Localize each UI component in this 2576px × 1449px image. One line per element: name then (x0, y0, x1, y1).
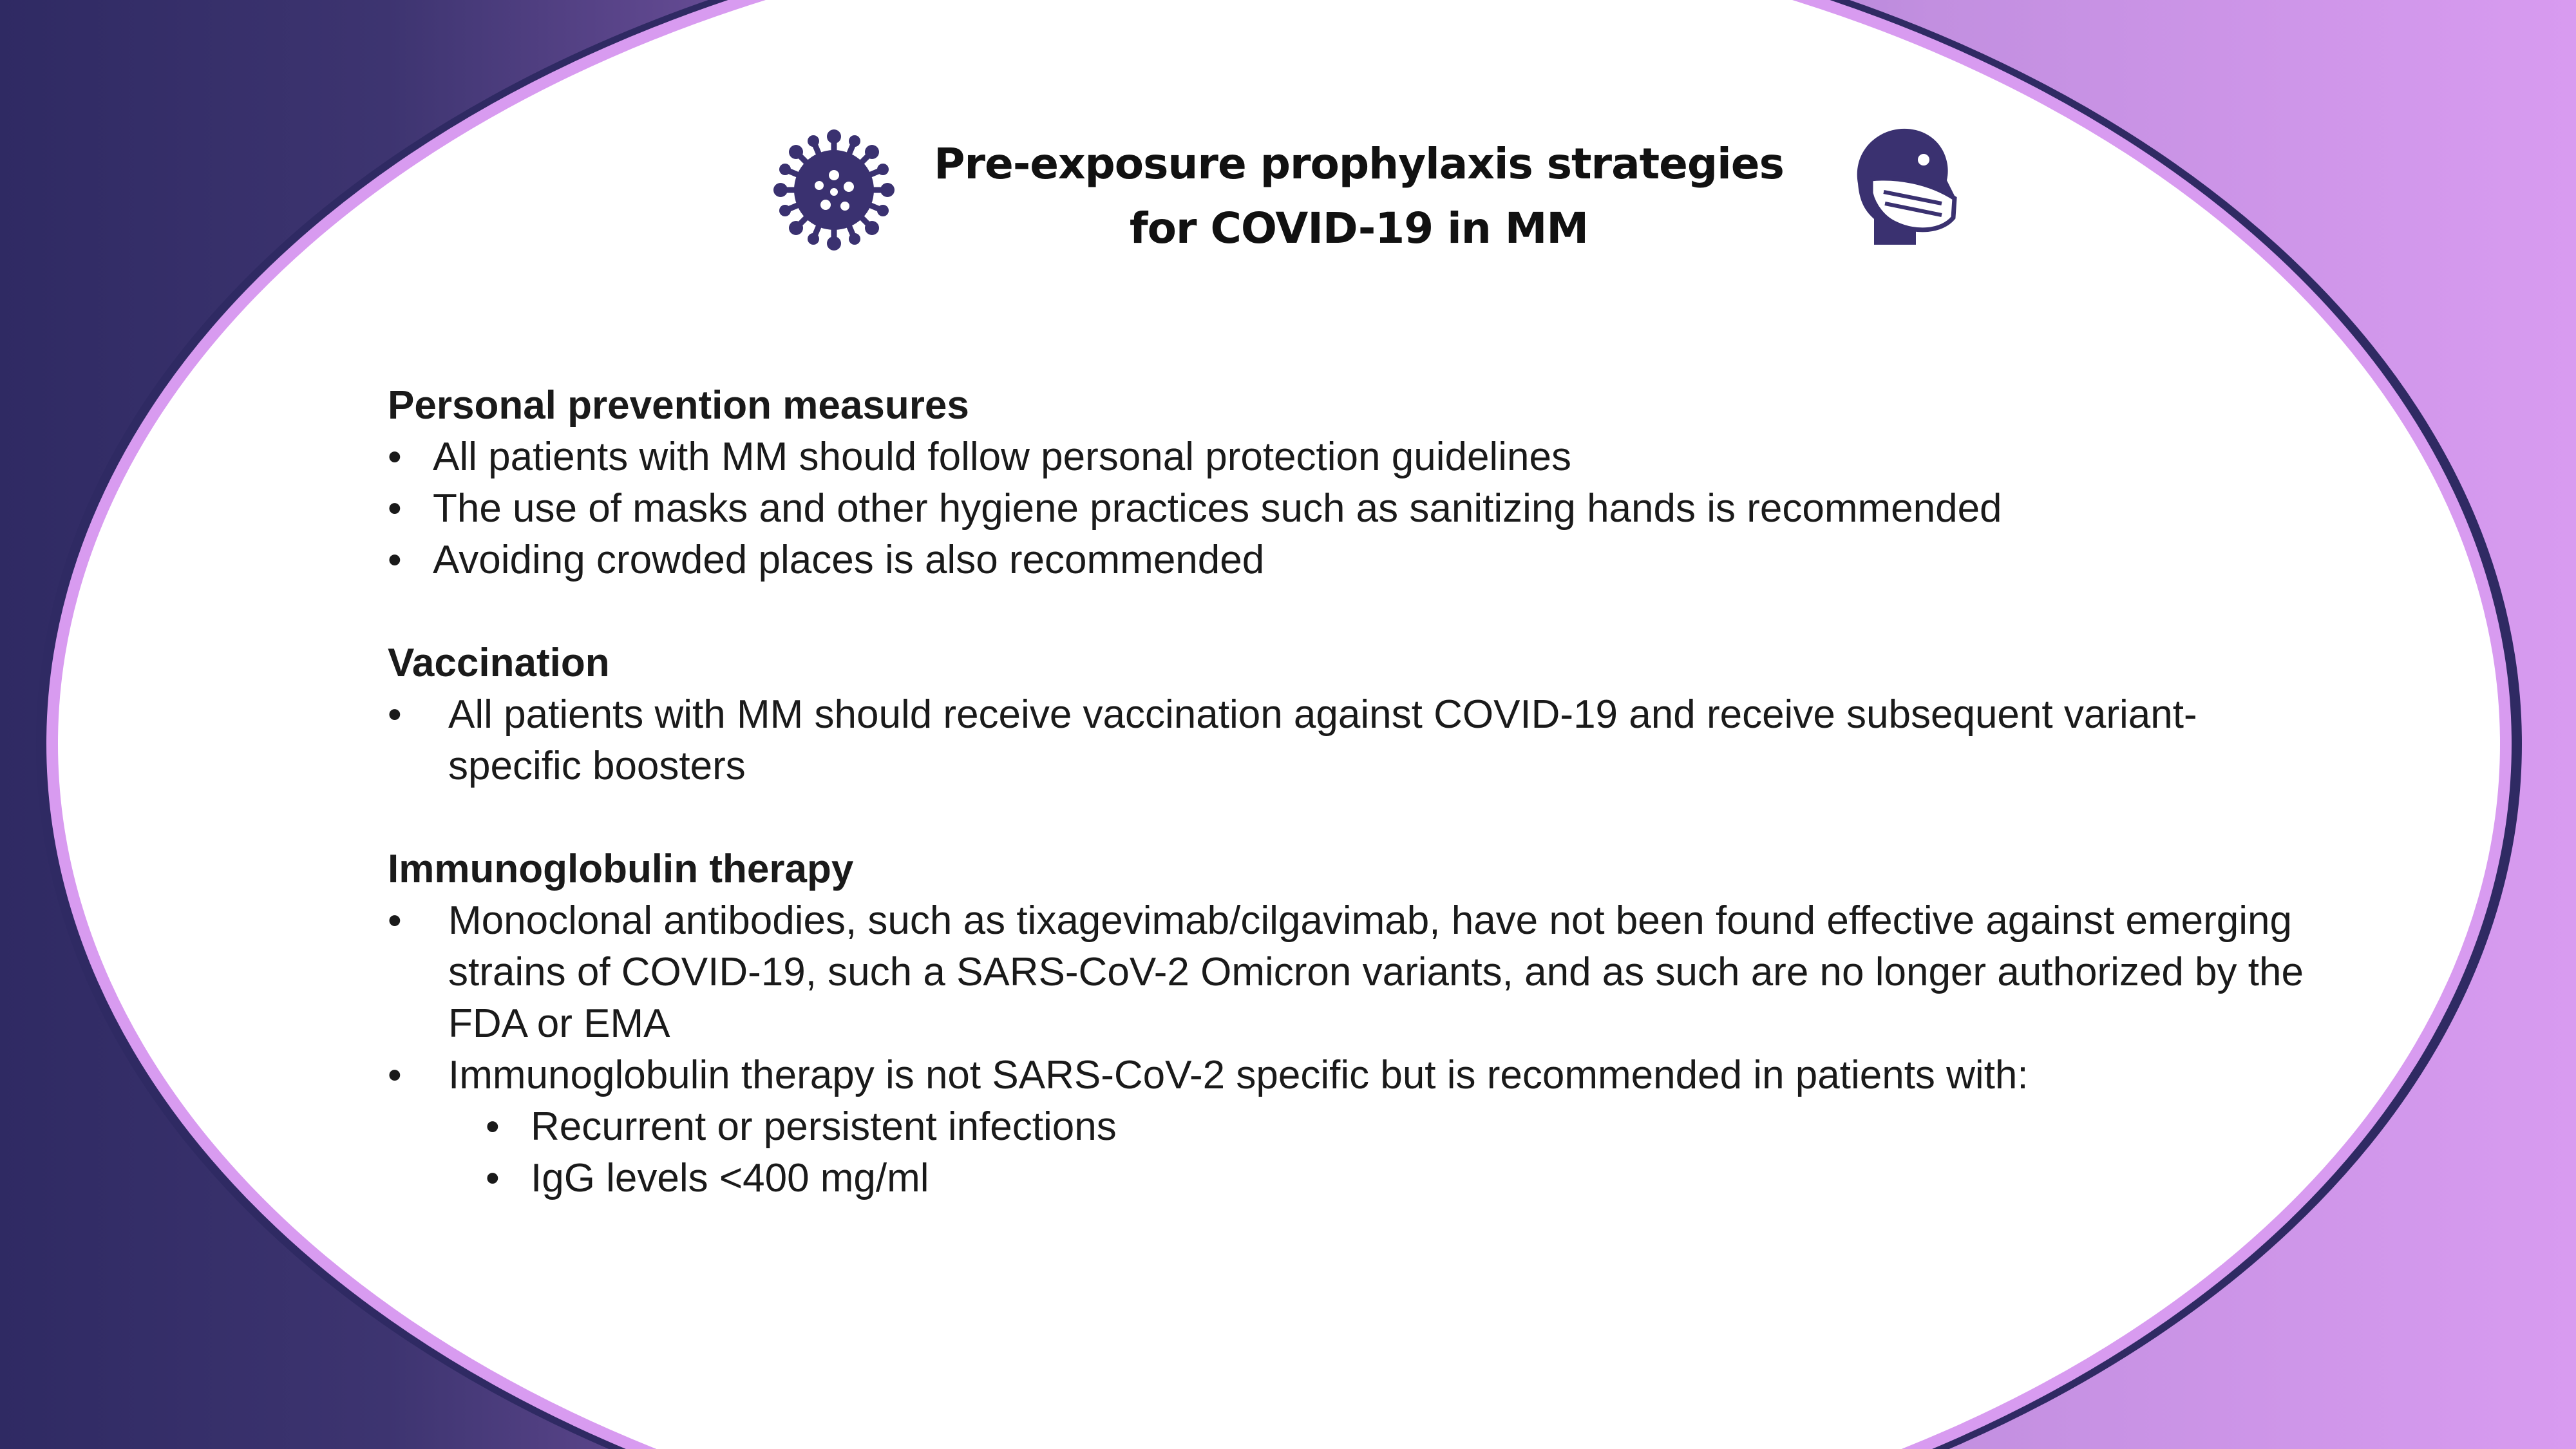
section-heading-vaccination: Vaccination (388, 641, 610, 685)
content-body (388, 380, 2384, 1204)
sub-list-item: • Recurrent or persistent infections (486, 1101, 2384, 1153)
immunoglobulin-sub-list (486, 1101, 2384, 1204)
face-mask-icon (1845, 122, 1961, 251)
list-item: • All patients with MM should follow personal protection guidelines (388, 431, 2384, 483)
personal-prevention-list (388, 431, 2384, 586)
list-item: • The use of masks and other hygiene practices such as sanitizing hands is recommended (388, 483, 2384, 535)
section-heading-personal-prevention: Personal prevention measures (388, 383, 969, 428)
vaccination-list (388, 689, 2236, 792)
title-line-1: Pre-exposure prophylaxis strategies (934, 139, 1784, 189)
list-item: • Monoclonal antibodies, such as tixagevimab/cilgavimab, have not been found effective against emerging strains of COVID-19, such a SARS-CoV-2 Omicron variants, and as such are no longer authorized by the FDA or EMA (388, 895, 2307, 1050)
list-item: • Immunoglobulin therapy is not SARS-CoV-2 specific but is recommended in patients with: (388, 1050, 2307, 1101)
immunoglobulin-list (388, 895, 2307, 1101)
sub-list-item: • IgG levels <400 mg/ml (486, 1153, 2384, 1204)
list-item: • All patients with MM should receive vaccination against COVID-19 and receive subsequent variant-specific boosters (388, 689, 2236, 792)
section-heading-immunoglobulin: Immunoglobulin therapy (388, 847, 854, 891)
page-title (876, 132, 1842, 261)
list-item: • Avoiding crowded places is also recommended (388, 535, 2384, 586)
title-line-2: for COVID-19 in MM (1129, 204, 1589, 253)
